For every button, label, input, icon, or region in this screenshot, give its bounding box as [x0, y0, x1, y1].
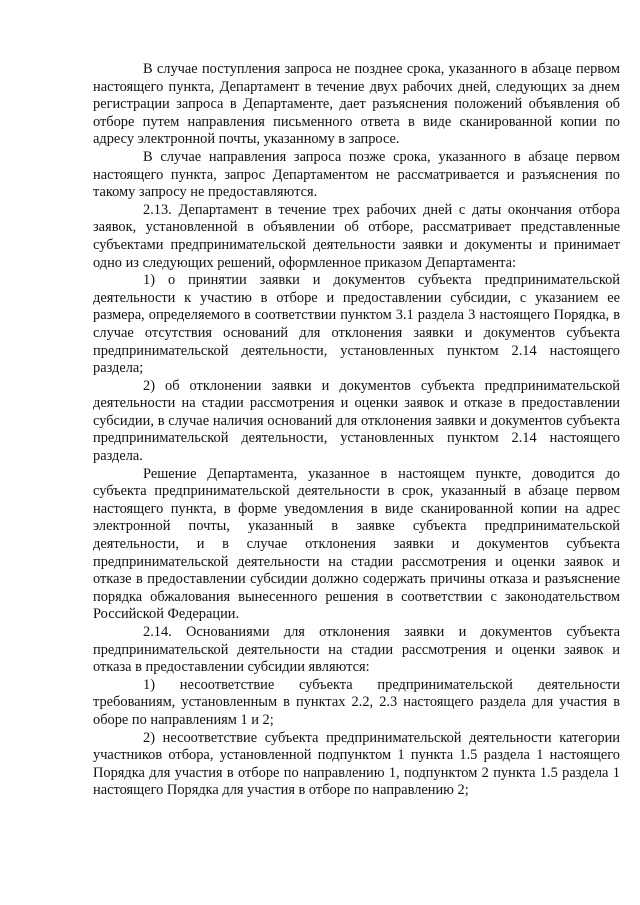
paragraph-decision-notice: Решение Департамента, указанное в настоящем пункте, доводится до субъекта предпринимательской деятельности в срок, указанный в абзаце первом настоящего пункта, в форме уведомления в виде сканированной копии на адрес электронной почты, указанный в заявке субъекта предпринимательской деятельности, и в случае отклонения заявки и документов субъекта предпринимательской деятельности на стадии рассмотрения и оценки заявок и отказе в предоставлении субсидии должно содержать причины отказа и разъяснение порядка обжалования вынесенного решения в соответствии с законодательством Российской Федерации.	[93, 465, 620, 623]
paragraph-query-late: В случае направления запроса позже срока, указанного в абзаце первом настоящего пункта, запрос Департаментом не рассматривается и разъяснения по такому запросу не предоставляются.	[93, 148, 620, 201]
paragraph-2-13-item-1: 1) о принятии заявки и документов субъекта предпринимательской деятельности к участию в отборе и предоставлении субсидии, с указанием ее размера, определяемого в соответствии пунктом 3.1 раздела 3 настоящего Порядка, в случае отсутствия оснований для отклонения заявки и документов субъекта предпринимательской деятельности, установленных пунктом 2.14 настоящего раздела;	[93, 272, 620, 377]
paragraph-2-13: 2.13. Департамент в течение трех рабочих дней с даты окончания отбора заявок, установленной в объявлении об отборе, рассматривает представленные субъектами предпринимательской деятельности заявки и документы и принимает одно из следующих решений, оформленное приказом Департамента:	[93, 201, 620, 271]
document-page	[93, 61, 620, 800]
paragraph-2-14: 2.14. Основаниями для отклонения заявки и документов субъекта предпринимательской деятельности на стадии рассмотрения и оценки заявок и отказа в предоставлении субсидии являются:	[93, 624, 620, 676]
paragraph-2-14-item-2: 2) несоответствие субъекта предпринимательской деятельности категории участников отбора, установленной подпунктом 1 пункта 1.5 раздела 1 настоящего Порядка для участия в отборе по направлению 1, подпунктом 2 пункта 1.5 раздела 1 настоящего Порядка для участия в отборе по направлению 2;	[93, 729, 620, 799]
paragraph-2-13-item-2: 2) об отклонении заявки и документов субъекта предпринимательской деятельности на стадии рассмотрения и оценки заявок и отказе в предоставлении субсидии, в случае наличия оснований для отклонения заявки и документов субъекта предпринимательской деятельности, установленных пунктом 2.14 настоящего раздела.	[93, 377, 620, 465]
paragraph-2-14-item-1: 1) несоответствие субъекта предпринимательской деятельности требованиям, установленным в пунктах 2.2, 2.3 настоящего раздела для участия в оборе по направлениям 1 и 2;	[93, 676, 620, 728]
paragraph-query-on-time: В случае поступления запроса не позднее срока, указанного в абзаце первом настоящего пункта, Департамент в течение двух рабочих дней, следующих за днем регистрации запроса в Департаменте, дает разъяснения положений объявления об отборе путем направления письменного ответа в виде сканированной копии по адресу электронной почты, указанному в запросе.	[93, 61, 620, 148]
